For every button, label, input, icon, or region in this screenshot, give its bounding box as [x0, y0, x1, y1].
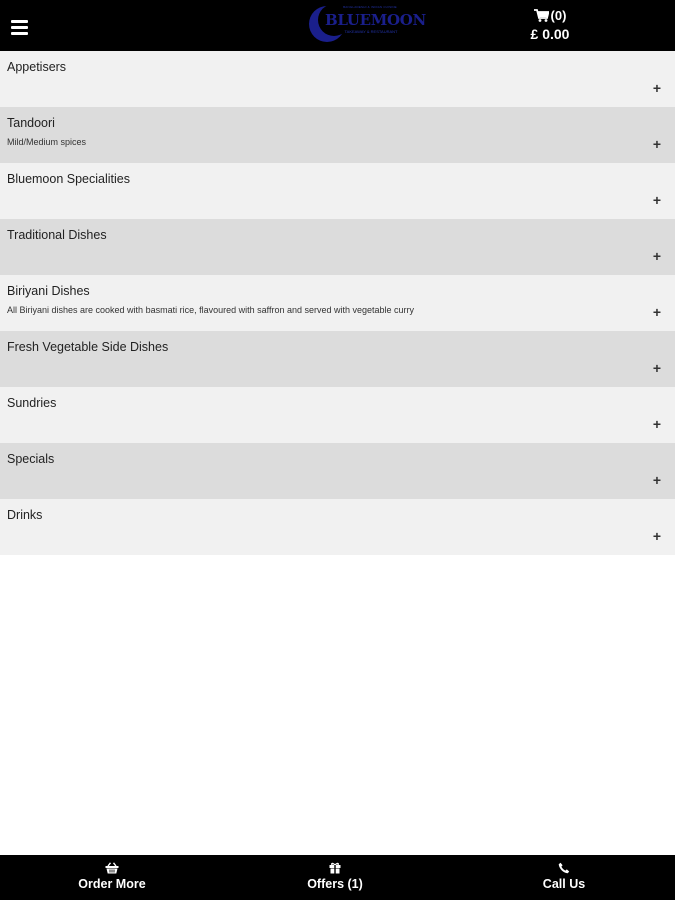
- category-fresh-vegetable-side-dishes[interactable]: [0, 331, 675, 387]
- expand-plus-icon[interactable]: +: [652, 248, 661, 264]
- menu-category-list: [0, 51, 675, 555]
- top-bar: [0, 0, 675, 51]
- order-more-label: Order More: [78, 877, 146, 891]
- call-us-button[interactable]: [514, 855, 614, 900]
- expand-plus-icon[interactable]: +: [652, 416, 661, 432]
- expand-plus-icon[interactable]: +: [652, 360, 661, 376]
- category-title: Bluemoon Specialities: [7, 172, 130, 186]
- category-title: Specials: [7, 452, 55, 466]
- logo-tagline: TAKEAWAY & RESTAURANT: [344, 29, 398, 34]
- expand-plus-icon[interactable]: +: [652, 304, 661, 320]
- category-sundries[interactable]: [0, 387, 675, 443]
- category-title: Appetisers: [7, 60, 67, 74]
- category-title: Tandoori: [7, 116, 55, 130]
- expand-plus-icon[interactable]: +: [652, 472, 661, 488]
- offers-button[interactable]: [285, 855, 385, 900]
- category-title: Traditional Dishes: [7, 228, 107, 242]
- category-title: Drinks: [7, 508, 43, 522]
- category-description: Mild/Medium spices: [7, 137, 87, 147]
- category-title: Biriyani Dishes: [7, 284, 90, 298]
- offers-label: Offers (1): [307, 877, 363, 891]
- expand-plus-icon[interactable]: +: [652, 136, 661, 152]
- category-description: All Biriyani dishes are cooked with basmati rice, flavoured with saffron and served with vegetable curry: [7, 305, 415, 315]
- category-appetisers[interactable]: [0, 51, 675, 107]
- category-title: Fresh Vegetable Side Dishes: [7, 340, 169, 354]
- logo-tagline-top: BANGLADESHI & INDIAN CUISINE: [343, 5, 397, 9]
- order-more-button[interactable]: [62, 855, 162, 900]
- expand-plus-icon[interactable]: +: [652, 80, 661, 96]
- hamburger-icon[interactable]: [11, 18, 29, 35]
- bottom-bar: [0, 855, 675, 900]
- category-traditional-dishes[interactable]: [0, 219, 675, 275]
- call-us-label: Call Us: [542, 877, 586, 891]
- category-tandoori[interactable]: [0, 107, 675, 163]
- bluemoon-logo[interactable]: [305, 2, 426, 46]
- cart-button[interactable]: [510, 6, 590, 46]
- cart-count: (0): [550, 7, 567, 23]
- basket-icon: [105, 862, 119, 874]
- category-specials[interactable]: [0, 443, 675, 499]
- shopping-cart-icon: [534, 9, 549, 22]
- gift-icon: [329, 862, 341, 874]
- category-title: Sundries: [7, 396, 57, 410]
- expand-plus-icon[interactable]: +: [652, 528, 661, 544]
- expand-plus-icon[interactable]: +: [652, 192, 661, 208]
- phone-icon: [558, 862, 570, 874]
- cart-total: £ 0.00: [530, 26, 570, 42]
- category-biriyani-dishes[interactable]: [0, 275, 675, 331]
- category-bluemoon-specialities[interactable]: [0, 163, 675, 219]
- category-drinks[interactable]: [0, 499, 675, 555]
- logo-name: BLUEMOON: [325, 11, 426, 29]
